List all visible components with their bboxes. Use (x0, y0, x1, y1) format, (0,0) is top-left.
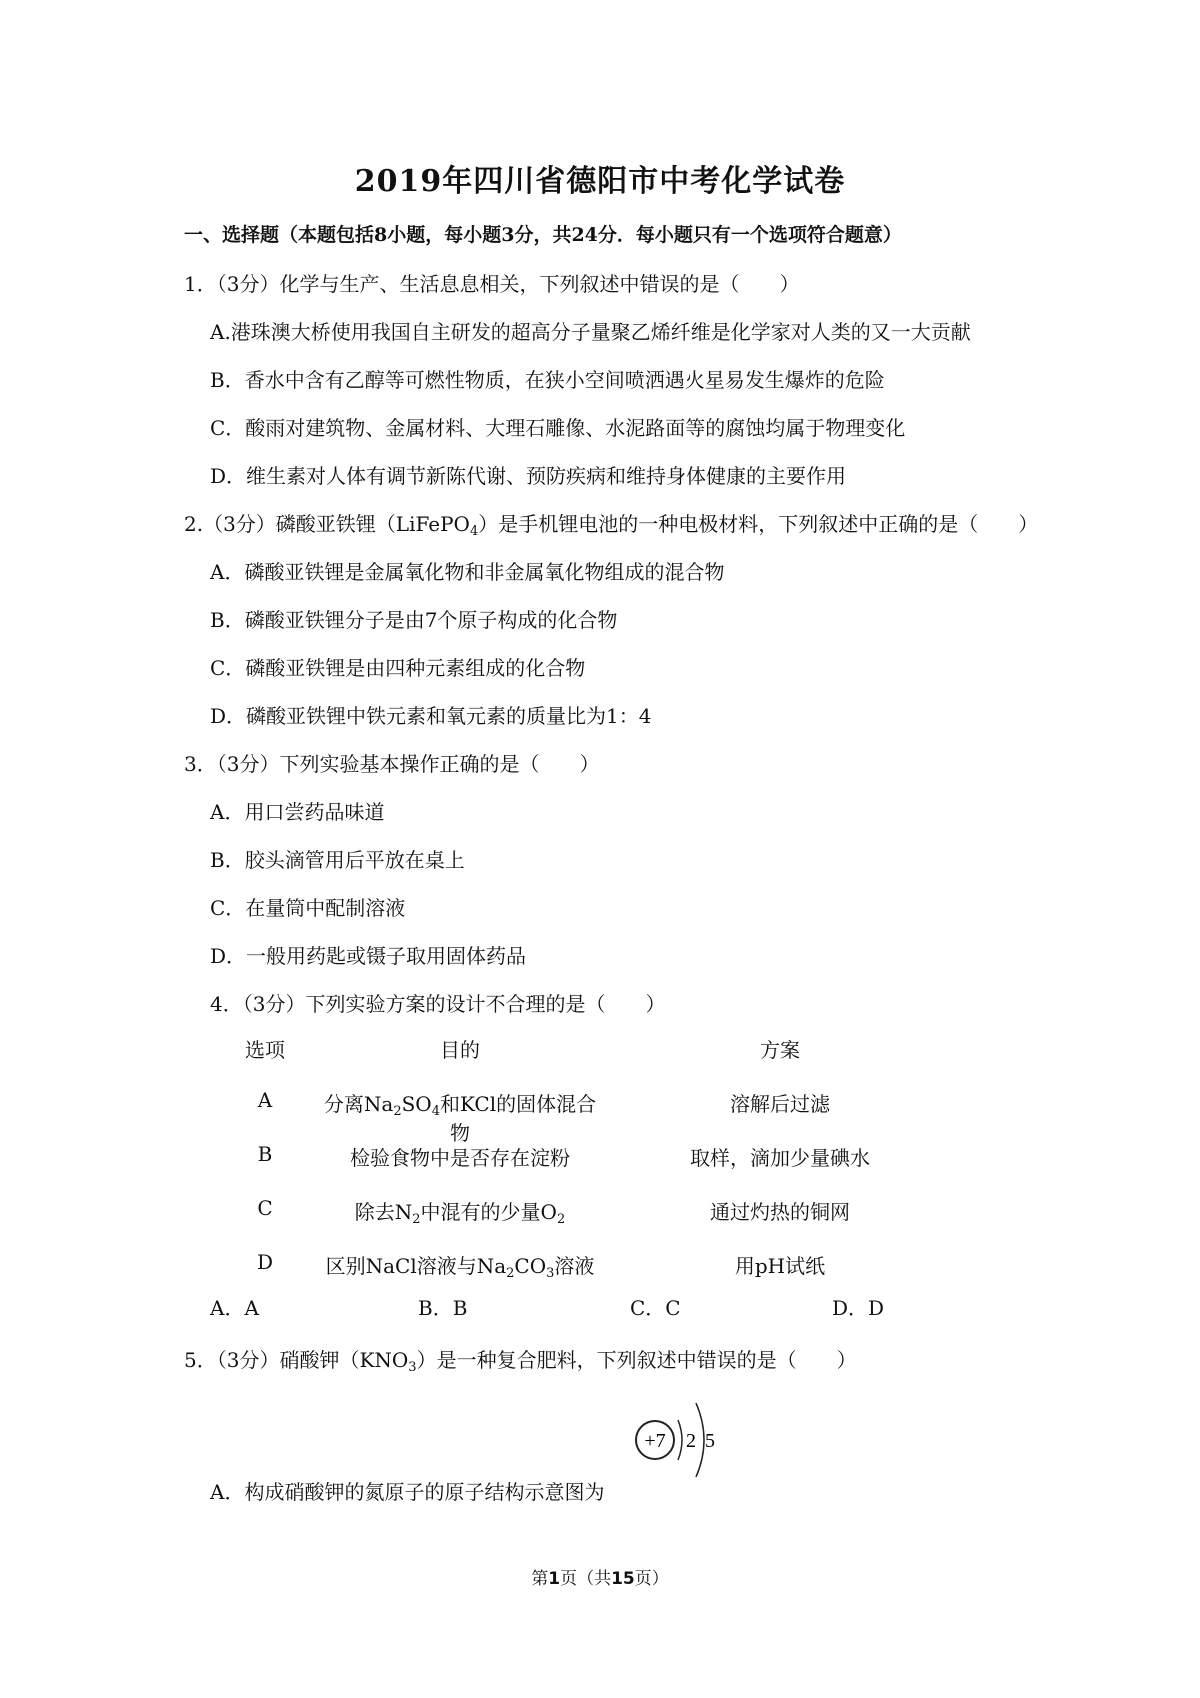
choice-c: C．C (630, 1296, 681, 1320)
shell-1-electrons: 2 (686, 1430, 696, 1452)
table-row: D 区别NaCl溶液与$Na_2CO_3$溶液 用pH试纸 (256, 1250, 826, 1281)
choice-b: B．B (418, 1296, 468, 1320)
question-1-option-a: A.港珠澳大桥使用我国自主研发的超高分子量聚乙烯纤维是化学家对人类的又一大贡献 (210, 320, 971, 344)
question-2-option-c: C．磷酸亚铁锂是由四种元素组成的化合物 (210, 656, 586, 680)
atom-structure-diagram (630, 1385, 720, 1495)
page-footer: 第1页（共15页） (531, 1569, 669, 1589)
question-2-option-b: B．磷酸亚铁锂分子是由7个原子构成的化合物 (210, 608, 618, 632)
page-title: 2019年四川省德阳市中考化学试卷 (354, 164, 846, 199)
shell-2-electrons: 5 (705, 1430, 715, 1452)
question-2-option-d: D．磷酸亚铁锂中铁元素和氧元素的质量比为1：4 (210, 704, 652, 728)
question-1-stem: 1．（3分）化学与生产、生活息息相关，下列叙述中错误的是（ ） (184, 272, 800, 296)
header-plan: 方案 (760, 1038, 800, 1062)
table-row: B 检验食物中是否存在淀粉 取样，滴加少量碘水 (257, 1142, 870, 1170)
table-row: A 分离$Na_2SO_4$和KCl的固体混合物 溶解后过滤 (257, 1088, 830, 1145)
question-4-choices (210, 1292, 910, 1322)
question-2-stem: 2.（3分）磷酸亚铁锂（LiFePO$_4$）是手机锂电池的一种电极材料，下列叙述中正确的是（ ） (184, 512, 1039, 539)
electron-shell-1 (678, 1420, 682, 1460)
question-1-option-c: C．酸雨对建筑物、金属材料、大理石雕像、水泥路面等的腐蚀均属于物理变化 (210, 416, 906, 440)
choice-a: A．A (210, 1296, 259, 1320)
header-goal: 目的 (440, 1038, 480, 1062)
question-4-stem: 4．（3分）下列实验方案的设计不合理的是（ ） (210, 992, 666, 1016)
question-5-stem: 5．（3分）硝酸钾$(KNO_3)$是一种复合肥料，下列叙述中错误的是（ ） (184, 1348, 857, 1375)
electron-shell-2 (696, 1403, 704, 1477)
header-option: 选项 (245, 1038, 285, 1062)
table-header-row (210, 1034, 990, 1064)
nucleus-charge: +7 (644, 1430, 666, 1452)
question-3-option-b: B．胶头滴管用后平放在桌上 (210, 848, 465, 872)
question-3-stem: 3．（3分）下列实验基本操作正确的是（ ） (184, 752, 600, 776)
question-1-option-d: D．维生素对人体有调节新陈代谢、预防疾病和维持身体健康的主要作用 (210, 464, 847, 488)
section-heading: 一、选择题（本题包括8小题，每小题3分，共24分．每小题只有一个选项符合题意） (184, 224, 902, 246)
question-3-option-d: D．一般用药匙或镊子取用固体药品 (210, 944, 527, 968)
question-3-option-a: A．用口尝药品味道 (210, 800, 385, 824)
table-row: C 除去$N_2$中混有的少量$O_2$ 通过灼热的铜网 (257, 1196, 850, 1227)
question-5-option-a: A．构成硝酸钾的氮原子的原子结构示意图为 (210, 1480, 605, 1504)
question-1-option-b: B．香水中含有乙醇等可燃性物质，在狭小空间喷洒遇火星易发生爆炸的危险 (210, 368, 885, 392)
question-3-option-c: C．在量筒中配制溶液 (210, 896, 406, 920)
question-2-option-a: A．磷酸亚铁锂是金属氧化物和非金属氧化物组成的混合物 (210, 560, 725, 584)
choice-d: D．D (832, 1296, 885, 1320)
